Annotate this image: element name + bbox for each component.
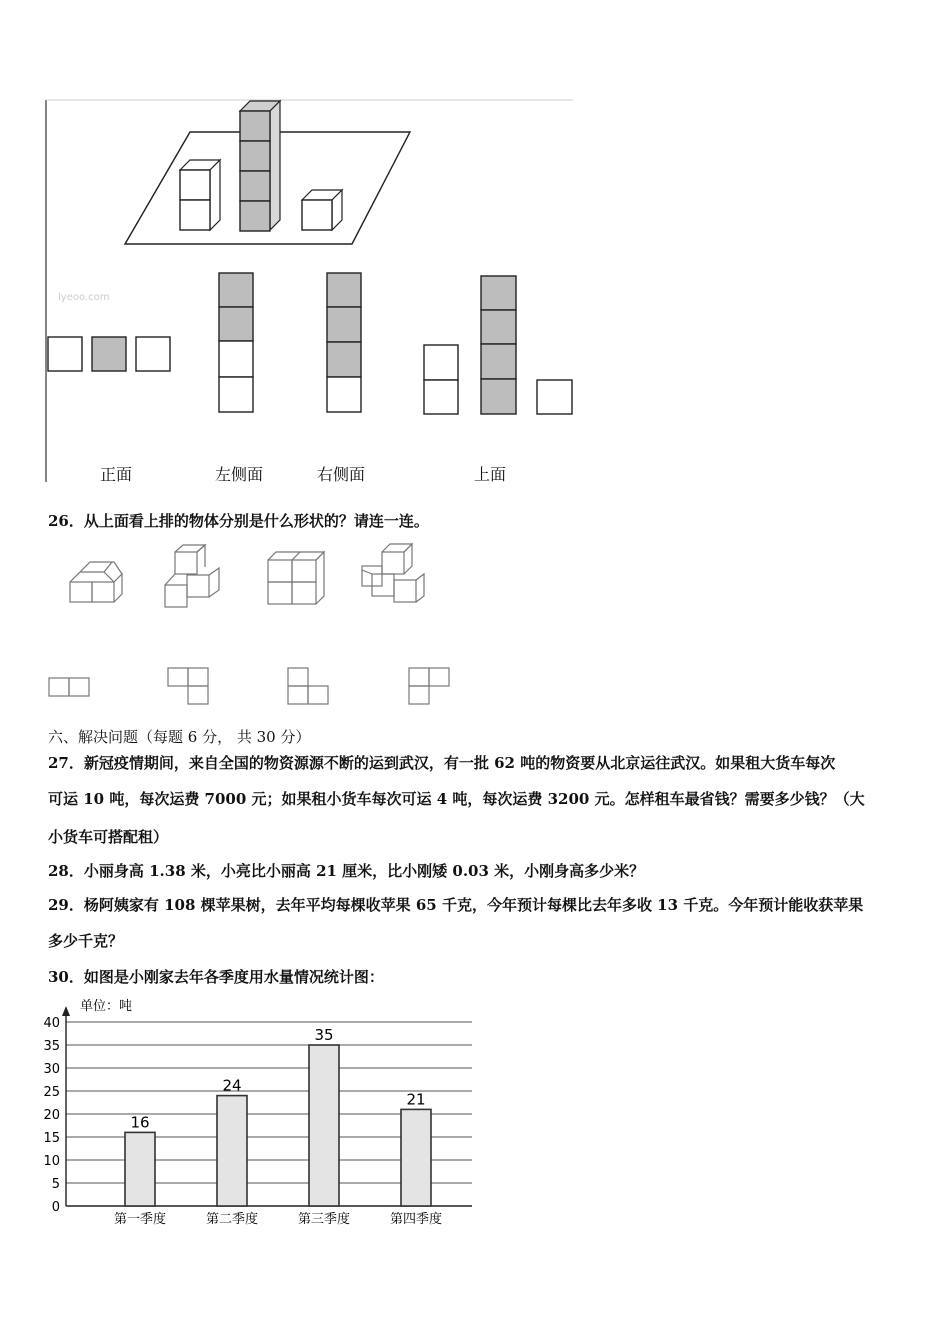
- cube-stack-tall: [240, 101, 280, 231]
- label-top: 上面: [474, 465, 507, 484]
- y-axis-arrow: [62, 1006, 70, 1016]
- question-29-line1: 29．杨阿姨家有 108 棵苹果树，去年平均每棵收苹果 65 千克，今年预计每棵比去年多收 13 千克。今年预计能收获苹果: [48, 896, 864, 914]
- y-tick-label: 5: [51, 1177, 60, 1192]
- bar-value-label: 24: [222, 1076, 242, 1095]
- right-view: [327, 273, 361, 412]
- bar: [309, 1045, 339, 1206]
- y-tick-label: 30: [43, 1062, 60, 1077]
- bar: [401, 1109, 431, 1206]
- watermark: lyeoo.com: [58, 292, 110, 303]
- y-tick-label: 20: [43, 1108, 60, 1123]
- section-heading: 六、解决问题（每题 6 分， 共 30 分）: [48, 728, 311, 746]
- top-view-4: [409, 668, 449, 704]
- top-view-2: [168, 668, 208, 704]
- cube-single-right: [302, 190, 342, 230]
- question-27-line3: 小货车可搭配租）: [48, 828, 169, 846]
- question-28: 28．小丽身高 1.38 米，小亮比小丽高 21 厘米，比小刚矮 0.03 米，小刚身高多少米？: [48, 862, 645, 880]
- top-view-1: [49, 678, 89, 696]
- question-26: 26．从上面看上排的物体分别是什么形状的？请连一连。: [48, 512, 429, 530]
- solid-1: [70, 562, 122, 602]
- y-tick-label: 10: [43, 1154, 60, 1169]
- bar: [125, 1132, 155, 1206]
- bar-value-label: 35: [314, 1026, 334, 1044]
- front-view: [48, 337, 170, 371]
- y-tick-label: 35: [43, 1039, 60, 1054]
- question-30: 30．如图是小刚家去年各季度用水量情况统计图：: [48, 968, 384, 986]
- x-tick-label: 第二季度: [205, 1212, 259, 1227]
- question-27-line1: 27．新冠疫情期间，来自全国的物资源源不断的运到武汉，有一批 62 吨的物资要从北京运往武汉。如果租大货车每次: [48, 754, 836, 772]
- solid-4: [362, 544, 424, 602]
- question-27-line2: 可运 10 吨，每次运费 7000 元；如果租小货车每次可运 4 吨，每次运费 3200 元。怎样租车最省钱？需要多少钱？（大: [48, 790, 865, 808]
- y-tick-label: 0: [51, 1200, 60, 1215]
- chart-unit-label: 单位：吨: [80, 999, 133, 1014]
- label-left-side: 左侧面: [215, 465, 264, 484]
- top-view-3: [288, 668, 328, 704]
- solid-2: [165, 545, 219, 607]
- x-tick-label: 第一季度: [113, 1212, 167, 1227]
- y-tick-label: 25: [43, 1085, 60, 1100]
- figure-frame: [0, 0, 950, 500]
- water-usage-chart: [30, 992, 510, 1232]
- solid-3: [268, 552, 324, 604]
- label-front: 正面: [100, 465, 133, 484]
- y-tick-label: 40: [43, 1016, 60, 1031]
- left-view: [219, 273, 253, 412]
- x-tick-label: 第三季度: [297, 1212, 351, 1227]
- top-view: [424, 276, 572, 414]
- q26-solids: [0, 540, 950, 720]
- y-tick-label: 15: [43, 1131, 60, 1146]
- bar: [217, 1096, 247, 1206]
- cube-stack-left: [180, 160, 220, 230]
- question-29-line2: 多少千克？: [48, 932, 124, 950]
- bar-value-label: 16: [130, 1113, 150, 1132]
- x-tick-label: 第四季度: [389, 1212, 443, 1227]
- bar-value-label: 21: [406, 1090, 426, 1109]
- label-right-side: 右侧面: [317, 465, 366, 484]
